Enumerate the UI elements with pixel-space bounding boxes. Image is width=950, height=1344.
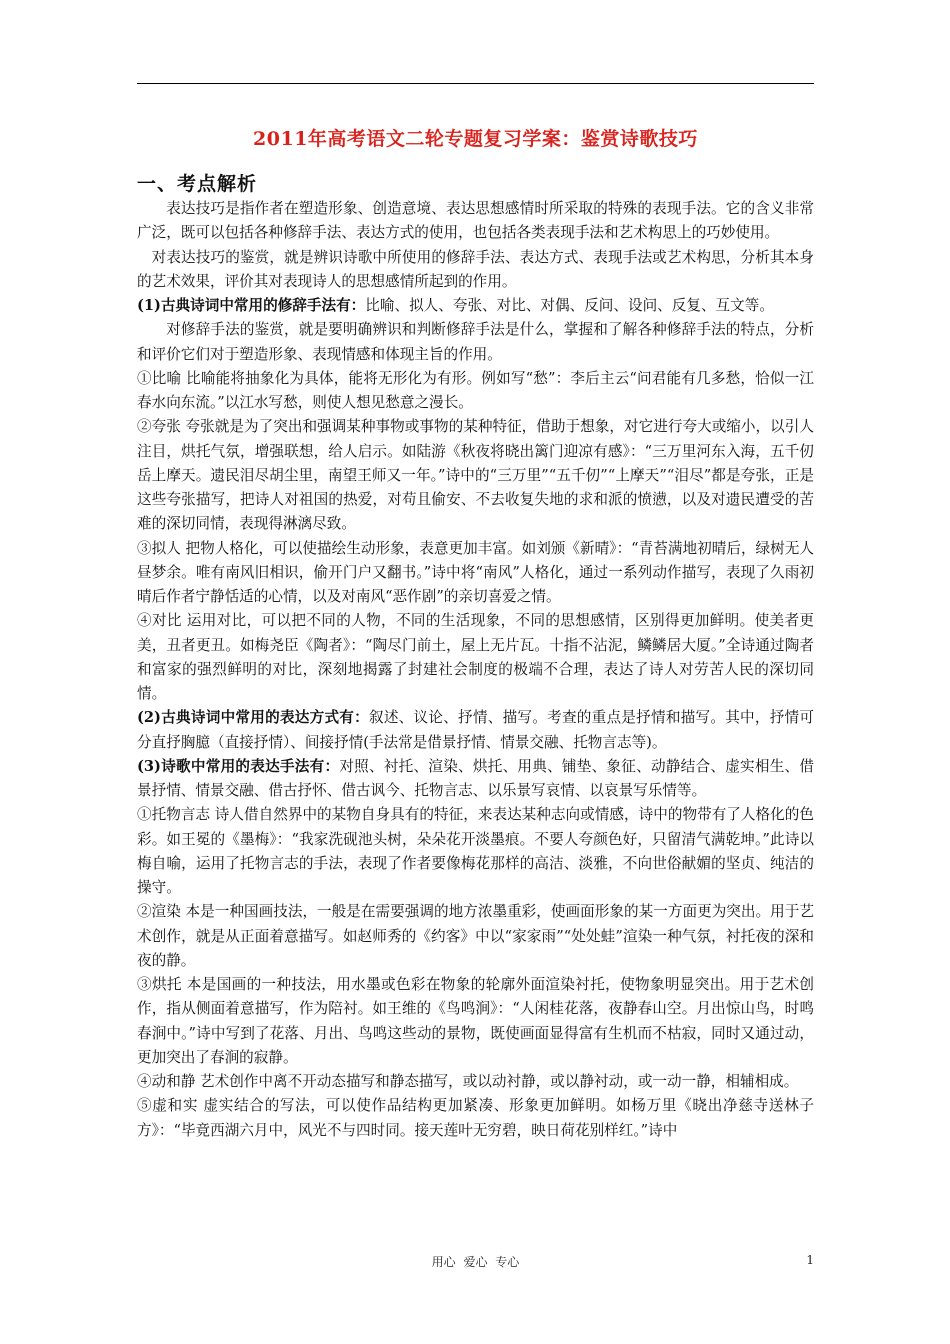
part2-paragraph — [137, 706, 814, 755]
list-item: ③拟人 把物人格化，可以使描绘生动形象，表意更加丰富。如刘颁《新晴》：“青苔满地初晴后，绿树无人昼梦余。唯有南风旧相识，偷开门户又翻书。”诗中将“南风”人格化，通过一系列动作描写，表现了久雨初晴后作者宁静恬适的心情，以及对南风“恶作剧”的亲切喜爱之情。 — [137, 539, 814, 605]
page-number: 1 — [806, 1253, 814, 1267]
header-rule — [137, 83, 814, 84]
intro-paragraph: 表达技巧是指作者在塑造形象、创造意境、表达思想感情时所采取的特殊的表现手法。它的含义非常广泛，既可以包括各种修辞手法、表达方式的使用，也包括各类表现手法和艺术构思上的巧妙使用。 — [137, 200, 814, 242]
list-item: ④对比 运用对比，可以把不同的人物，不同的生活现象，不同的思想感情，区别得更加鲜明。使美者更美，丑者更丑。如梅尧臣《陶者》：“陶尽门前土，屋上无片瓦。十指不沾泥，鳞鳞居大厦。”全诗通过陶者和富家的强烈鲜明的对比，深刻地揭露了封建社会制度的极端不合理，表达了诗人对劳苦人民的深切同情。 — [137, 612, 814, 702]
part3-heading: (3)诗歌中常用的表达手法有： — [137, 757, 340, 775]
part1-explanation: 对修辞手法的鉴赏，就是要明确辨识和判断修辞手法是什么，掌握和了解各种修辞手法的特点，分析和评价它们对于塑造形象、表现情感和体现主旨的作用。 — [137, 321, 814, 363]
section-heading: 一、考点解析 — [137, 173, 258, 195]
part1-paragraph — [137, 294, 814, 318]
list-item: ①托物言志 诗人借自然界中的某物自身具有的特征，来表达某种志向或情感，诗中的物带有了人格化的色彩。如王冕的《墨梅》：“我家洗砚池头树，朵朵花开淡墨痕。不要人夸颜色好，只留清气满乾坤。”此诗以梅自喻，运用了托物言志的手法，表现了作者要像梅花那样的高洁、淡雅，不向世俗献媚的坚贞、纯洁的操守。 — [137, 806, 814, 896]
list-item: ④动和静 艺术创作中离不开动态描写和静态描写，或以动衬静，或以静衬动，或一动一静，相辅相成。 — [137, 1073, 799, 1090]
intro-paragraph: 对表达技巧的鉴赏，就是辨识诗歌中所使用的修辞手法、表达方式、表现手法或艺术构思，分析其本身的艺术效果，评价其对表现诗人的思想感情所起到的作用。 — [137, 248, 814, 290]
document-body — [137, 197, 814, 1143]
list-item: ②夸张 夸张就是为了突出和强调某种事物或事物的某种特征，借助于想象，对它进行夸大或缩小，以引人注目，烘托气氛，增强联想，给人启示。如陆游《秋夜将晓出篱门迎凉有感》：“三万里河东入海，五千仞岳上摩天。遗民泪尽胡尘里，南望王师又一年。”诗中的“三万里”“五千仞”“上摩天”“泪尽”都是夸张，正是这些夸张描写，把诗人对祖国的热爱，对苟且偷安、不去收复失地的求和派的愤懑，以及对遗民遭受的苦难的深切同情，表现得淋漓尽致。 — [137, 418, 814, 533]
footer-text: 用心 爱心 专心 — [431, 1255, 520, 1269]
part3-paragraph — [137, 755, 814, 804]
part1-heading: (1)古典诗词中常用的修辞手法有： — [137, 297, 366, 314]
part2-text: 叙述、议论、抒情、描写。考查的重点是抒情和描写。其中，抒情可分直抒胸臆（直接抒情）、间接抒情(手法常是借景抒情、情景交融、托物言志等)。 — [137, 709, 814, 751]
document-title: 2011年高考语文二轮专题复习学案：鉴赏诗歌技巧 — [253, 128, 698, 150]
list-item: ①比喻 比喻能将抽象化为具体，能将无形化为有形。例如写“愁”：李后主云“问君能有几多愁，恰似一江春水向东流。”以江水写愁，则使人想见愁意之漫长。 — [137, 369, 814, 411]
part2-heading: (2)古典诗词中常用的表达方式有： — [137, 709, 369, 727]
part1-text: 比喻、拟人、夸张、对比、对偶、反问、设问、反复、互文等。 — [365, 297, 774, 314]
list-item: ③烘托 本是国画的一种技法，用水墨或色彩在物象的轮廓外面渲染衬托，使物象明显突出。用于艺术创作，指从侧面着意描写，作为陪衬。如王维的《鸟鸣涧》：“人闲桂花落，夜静春山空。月出惊山鸟，时鸣春涧中。”诗中写到了花落、月出、鸟鸣这些动的景物，既使画面显得富有生机而不枯寂，同时又通过动，更加突出了春涧的寂静。 — [137, 976, 814, 1066]
list-item: ⑤虚和实 虚实结合的写法，可以使作品结构更加紧凑、形象更加鲜明。如杨万里《晓出净慈寺送林子方》：“毕竟西湖六月中，风光不与四时同。接天莲叶无穷碧，映日荷花别样红。”诗中 — [137, 1097, 814, 1139]
list-item: ②渲染 本是一种国画技法，一般是在需要强调的地方浓墨重彩，使画面形象的某一方面更为突出。用于艺术创作，就是从正面着意描写。如赵师秀的《约客》中以“家家雨”“处处蛙”渲染一种气氛，衬托夜的深和夜的静。 — [137, 903, 814, 969]
part3-text: 对照、衬托、渲染、烘托、用典、铺垫、象征、动静结合、虚实相生、借景抒情、情景交融、借古抒怀、借古讽今、托物言志、以乐景写哀情、以哀景写乐情等。 — [137, 757, 814, 799]
